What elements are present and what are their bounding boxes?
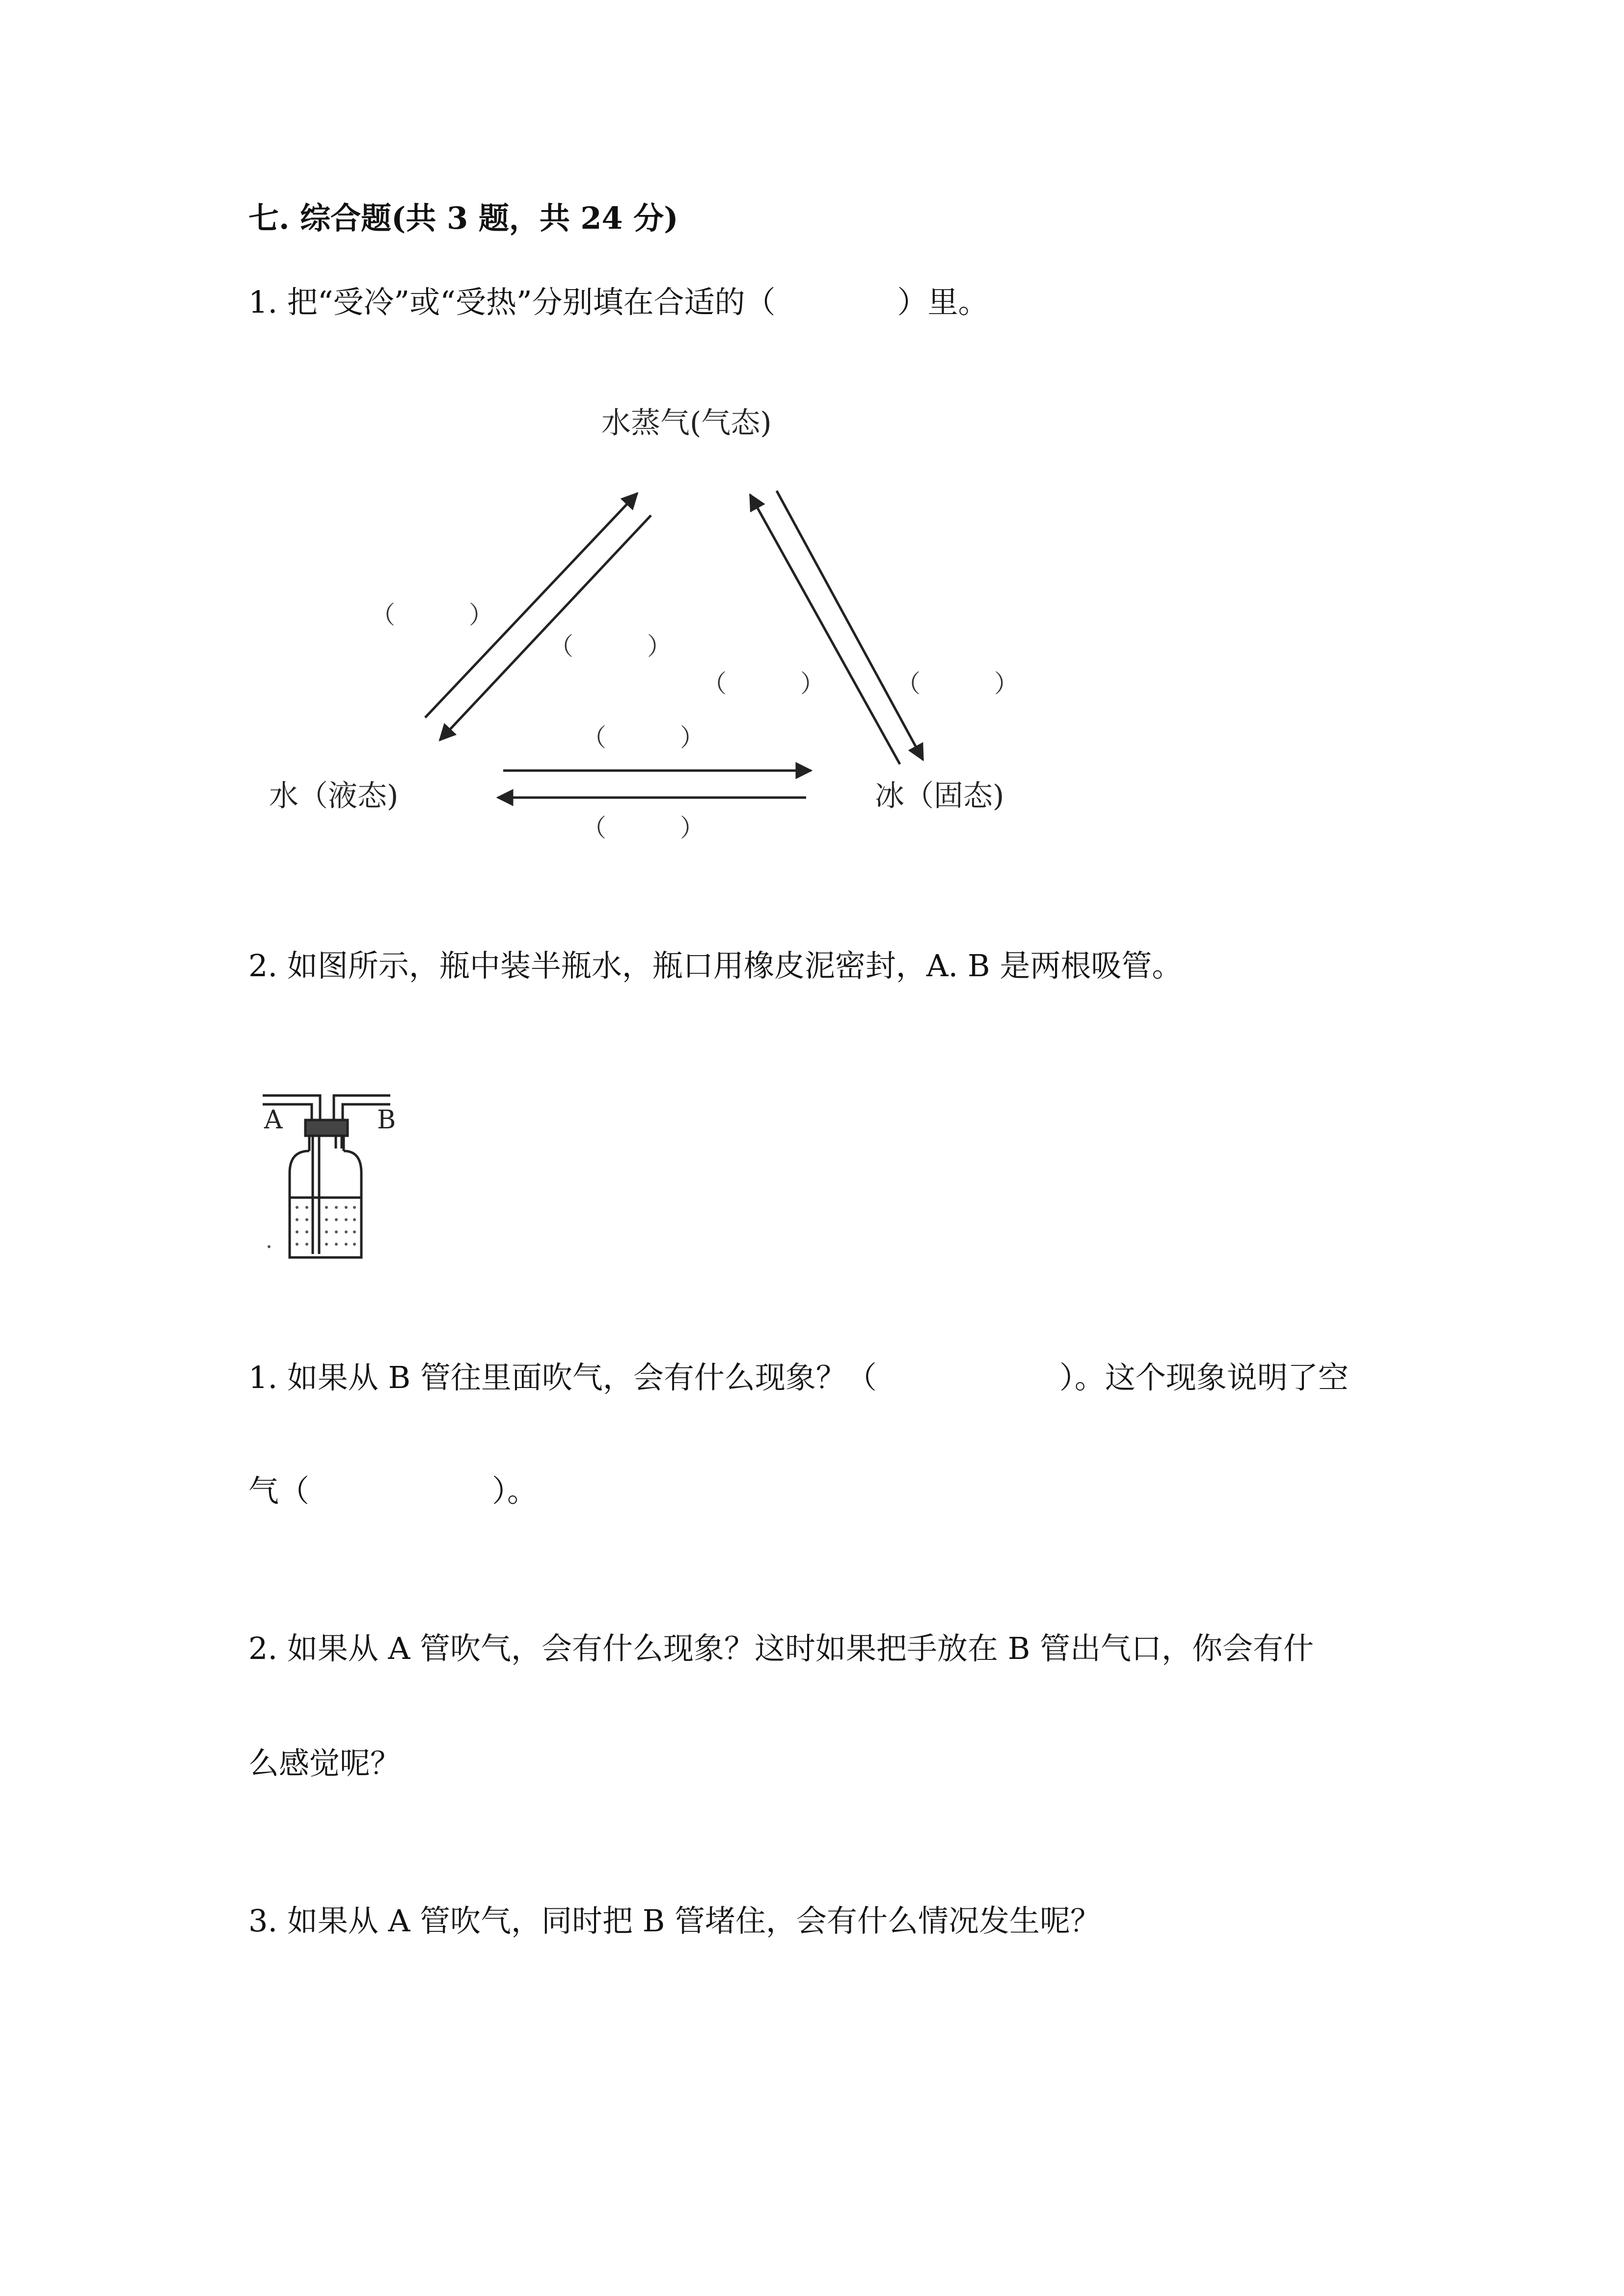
tube-b-label: B (377, 1105, 396, 1135)
blank-solid-to-vapor[interactable]: （ ） (896, 669, 1019, 698)
q2-sub2-line1: 2. 如果从 A 管吹气，会有什么现象？这时如果把手放在 B 管出气口，你会有什 (248, 1630, 1314, 1666)
q2-sub3: 3. 如果从 A 管吹气，同时把 B 管堵住，会有什么情况发生呢？ (248, 1903, 1101, 1939)
q2-prompt: 2. 如图所示，瓶中装半瓶水，瓶口用橡皮泥密封，A. B 是两根吸管。 (248, 948, 1183, 984)
blank-liquid-to-solid[interactable]: （ ） (582, 723, 704, 752)
q2-sub2-line2: 么感觉呢？ (248, 1745, 401, 1781)
blank-vapor-to-liquid[interactable]: （ ） (549, 632, 672, 661)
label-liquid: 水（液态) (269, 779, 399, 813)
label-vapor: 水蒸气(气态) (601, 406, 772, 440)
q2-sub1-line1: 1. 如果从 B 管往里面吹气，会有什么现象？（ ）。这个现象说明了空 (248, 1360, 1349, 1395)
q2-sub1-line2: 气（ ）。 (248, 1473, 538, 1509)
blank-vapor-to-solid[interactable]: （ ） (702, 669, 825, 698)
section-heading: 七. 综合题(共 3 题，共 24 分) (248, 200, 678, 236)
label-solid: 冰（固态) (875, 779, 1004, 813)
blank-solid-to-liquid[interactable]: （ ） (582, 814, 704, 842)
tube-a-label: A (264, 1105, 283, 1135)
q1-prompt: 1. 把“受冷”或“受热”分别填在合适的（ ）里。 (248, 284, 989, 320)
blank-liquid-to-vapor[interactable]: （ ） (371, 601, 493, 629)
